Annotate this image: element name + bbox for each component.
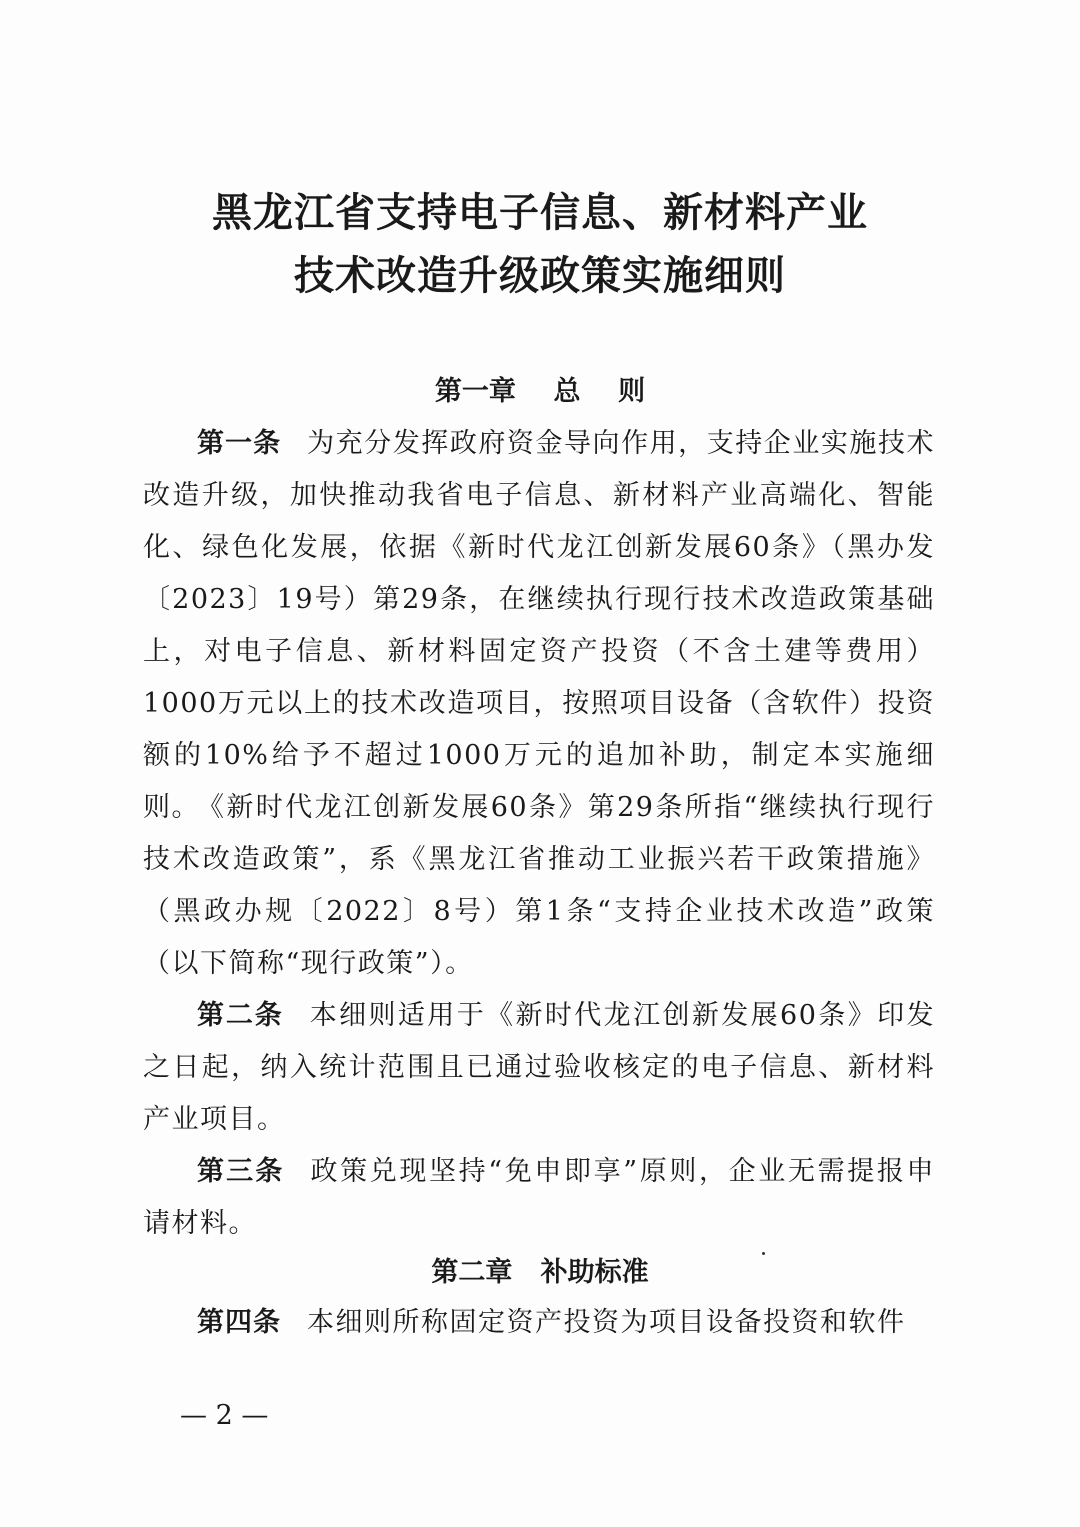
article-2-text: 本细则适用于《新时代龙江创新发展60条》印发之日起，纳入统计范围且已通过验收核定的电子信息、新材料产业项目。: [143, 1000, 936, 1135]
article-4-paragraph: [143, 1297, 935, 1349]
article-4-label: 第四条: [197, 1307, 281, 1338]
article-1-note-text: 《新时代龙江创新发展60条》第29条所指“继续执行现行技术改造政策”，系《黑龙江省推动工业振兴若干政策措施》（黑政办规〔2022〕8号）第1条“支持企业技术改造”政策（以下简称“现行政策”）。: [143, 792, 935, 979]
page-number: — 2 —: [180, 1400, 269, 1431]
chapter-2-heading: 第二章 补助标准: [431, 1257, 649, 1288]
article-3-text: 政策兑现坚持“免申即享”原则，企业无需提报申请材料。: [143, 1156, 936, 1239]
article-3-label: 第三条: [197, 1156, 285, 1187]
document-title-line-2: 技术改造升级政策实施细则: [294, 253, 786, 299]
article-2-label: 第二条: [197, 1000, 284, 1031]
article-1-label: 第一条: [197, 428, 282, 459]
article-4-text: 本细则所称固定资产投资为项目设备投资和软件: [307, 1307, 906, 1338]
document-title-line-1: 黑龙江省支持电子信息、新材料产业: [212, 190, 868, 236]
chapter-1-heading: 第一章 总 则: [434, 376, 646, 407]
scan-speck: [762, 1252, 765, 1255]
article-1-note-paragraph: [143, 782, 935, 990]
article-3-paragraph: [143, 1146, 935, 1250]
article-1-paragraph: [143, 418, 935, 834]
article-2-paragraph: [143, 990, 935, 1146]
article-1-text: 为充分发挥政府资金导向作用，支持企业实施技术改造升级，加快推动我省电子信息、新材料产业高端化、智能化、绿色化发展，依据《新时代龙江创新发展60条》（黑办发〔2023〕19号）第29条，在继续执行现行技术改造政策基础上，对电子信息、新材料固定资产投资（不含土建等费用）1000万元以上的技术改造项目，按照项目设备（含软件）投资额的10%给予不超过1000万元的追加补助，制定本实施细则。: [143, 428, 935, 823]
